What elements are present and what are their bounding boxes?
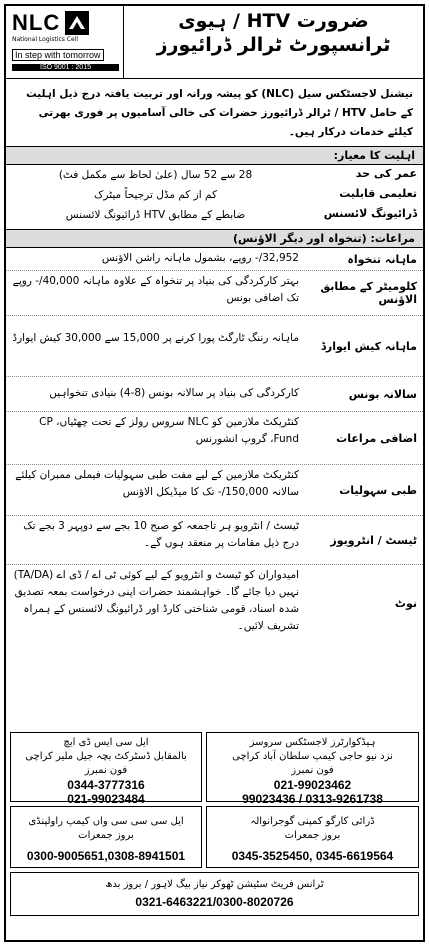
- benefit-row: [6, 377, 423, 412]
- benefit-value: بہتر کارکردگی کی بنیاد پر تنخواہ کے علاوہ ماہانہ 40,000/- روپے تک اضافی بونس: [12, 275, 299, 304]
- benefit-row: [6, 516, 423, 565]
- benefit-label: اضافی مراعات: [336, 431, 417, 445]
- office-day: بروز جمعرات: [78, 830, 134, 841]
- office-locations: [10, 732, 419, 920]
- office-box: [10, 806, 202, 868]
- benefit-row: [6, 248, 423, 271]
- office-row: [10, 732, 419, 806]
- office-name: ایل سی سی سی واں کیمپ راولپنڈی: [28, 816, 184, 827]
- qualification-row: [6, 165, 423, 185]
- office-address: بالمقابل ڈسٹرکٹ بچہ جیل ملیر کراچی: [25, 751, 187, 762]
- title-line-1: ضرورت HTV / ہیوی: [178, 10, 369, 32]
- qualification-table: [6, 165, 423, 225]
- office-row: [10, 806, 419, 868]
- benefit-label: نوٹ: [394, 596, 417, 610]
- office-name: ٹرانس فریٹ سٹیشن ٹھوکر نیاز بیگ لاہور / بروز بدھ: [105, 879, 324, 890]
- benefit-row: [6, 412, 423, 465]
- phone-label: فون نمبرز: [291, 765, 334, 776]
- benefit-row: [6, 316, 423, 377]
- header: [6, 6, 423, 79]
- qualification-label: تعلیمی قابلیت: [339, 187, 417, 200]
- office-day: بروز جمعرات: [284, 830, 341, 841]
- qualification-label: عمر کی حد: [355, 167, 417, 180]
- qualification-row: [6, 185, 423, 205]
- benefit-label: طبی سہولیات: [339, 483, 417, 497]
- office-box: [10, 872, 419, 916]
- benefit-value: کنٹریکٹ ملازمین کے لیے مفت طبی سہولیات فیملی ممبران کیلئے سالانہ 150,000/- تک کا میڈیکل الاؤنس: [15, 469, 299, 498]
- nlc-emblem-icon: [64, 10, 90, 36]
- qualification-value: ضابطے کے مطابق HTV ڈرائیونگ لائسنس: [65, 209, 246, 221]
- benefits-heading: مراعات: (تنخواہ اور دیگر الاؤنس): [6, 229, 423, 248]
- office-box: [10, 732, 202, 806]
- logo-subtitle: National Logistics Cell: [12, 36, 78, 43]
- benefit-value: کنٹریکٹ ملازمین کو NLC سروس رولز کے تحت چھٹیاں، CP Fund، گروپ انشورنس: [39, 416, 299, 445]
- benefit-value: 32,952/- روپے، بشمول ماہانہ راشن الاؤنس: [101, 252, 299, 264]
- nlc-logo: [6, 6, 124, 78]
- office-name: ہیڈکوارٹرز لاجسٹکس سروسز: [249, 737, 376, 748]
- benefit-label: کلومیٹر کے مطابق الاؤنس: [320, 280, 417, 306]
- advertisement: [4, 4, 425, 942]
- benefit-value: کارکردگی کی بنیاد پر سالانہ بونس (8-4) بنیادی تنخواہیں: [49, 387, 299, 399]
- phone-number: 0300-9005651,0308-8941501: [26, 849, 186, 863]
- qualification-heading: اہلیت کا معیار:: [6, 146, 423, 165]
- phone-label: فون نمبرز: [84, 765, 128, 776]
- office-address: نزد نیو حاجی کیمپ سلطان آباد کراچی: [232, 751, 393, 762]
- benefit-label: ٹیسٹ / انٹرویوز: [330, 533, 417, 547]
- benefit-label: ماہانہ کیش ایوارڈ: [321, 339, 417, 353]
- phone-number: 0321-6463221/0300-8020726: [135, 895, 294, 909]
- benefit-label: ماہانہ تنخواہ: [347, 252, 417, 266]
- phone-number: 021-99023462: [273, 778, 352, 792]
- logo-tagline: In step with tomorrow: [12, 49, 104, 61]
- phone-number: 0345-3525450, 0345-6619564: [231, 849, 394, 863]
- office-box: [206, 806, 419, 868]
- phone-number: 99023436 / 0313-9261738: [242, 792, 383, 806]
- logo-text: NLC: [12, 10, 61, 35]
- benefit-value: امیدواران کو ٹیسٹ و انٹرویو کے لیے کوئی ٹی اے / ڈی اے (TA/DA) نہیں دیا جائے گا۔ خواہشمند حضرات اپنی درخواست بمعہ تصدیق شدہ اسناد، قومی شناختی کارڈ اور ڈرائیونگ لائسنس کے ہمراہ تشریف لائیں۔: [13, 569, 299, 632]
- qualification-label: ڈرائیونگ لائسنس: [323, 207, 417, 220]
- phone-number: 0344-3777316: [67, 778, 145, 792]
- benefit-row: [6, 465, 423, 516]
- office-box: [206, 732, 419, 806]
- office-name: ایل سی ایس ڈی ایچ: [63, 737, 149, 748]
- office-row: [10, 872, 419, 916]
- benefit-row: [6, 271, 423, 316]
- qualification-row: [6, 205, 423, 225]
- iso-badge: ISO 9001 : 2015: [12, 64, 119, 71]
- office-name: ڈرائی کارگو کمپنی گوجرانوالہ: [250, 816, 375, 827]
- qualification-value: کم از کم مڈل ترجیحاً میٹرک: [94, 189, 217, 201]
- benefit-label: سالانہ بونس: [348, 387, 417, 401]
- benefit-row: [6, 565, 423, 641]
- qualification-value: 28 سے 52 سال (علیٰ لحاظ سے مکمل فٹ): [58, 169, 253, 181]
- benefit-value: ماہانہ رننگ ٹارگٹ پورا کرنے پر 15,000 سے 30,000 کیش ایوارڈ: [12, 332, 299, 344]
- page-title: [124, 6, 423, 78]
- intro-text: نیشنل لاجسٹکس سیل (NLC) کو پیشہ ورانہ اور تربیت یافتہ درج ذیل اہلیت کے حامل HTV / ٹرالر ڈرائیورز حضرات کی خالی آسامیوں پر فوری بھرتی کیلئے خدمات درکار ہیں۔: [26, 88, 413, 138]
- benefit-value: ٹیسٹ / انٹرویو ہر تاجمعہ کو صبح 10 بجے سے دوپہر 3 بجے تک درج ذیل مقامات پر منعقد ہوں گے۔: [23, 520, 299, 549]
- title-line-2: ٹرانسپورٹ ٹرالر ڈرائیورز: [156, 34, 391, 56]
- benefits-table: [6, 248, 423, 641]
- phone-number: 021-99023484: [67, 792, 145, 806]
